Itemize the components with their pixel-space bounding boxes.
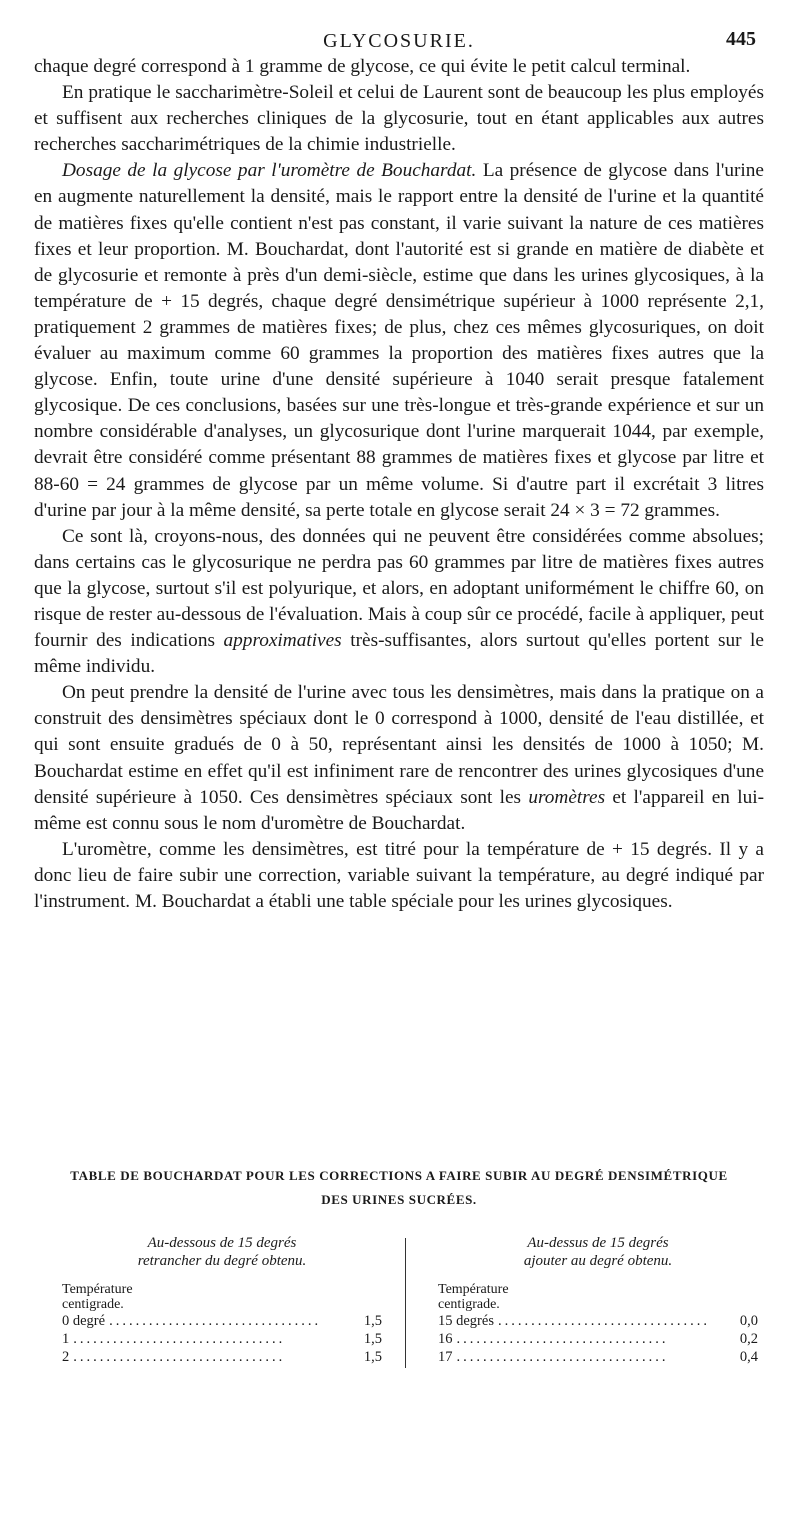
table-row: 15 degrés ................................ 0,0 [438,1313,758,1329]
correction-table [34,1164,764,1364]
table-row: 2 ................................ 1,5 [62,1349,382,1365]
column-header: Au-dessus de 15 degrés ajouter au degré obtenu. [523,1235,673,1269]
table-row: 17 ................................ 0,4 [438,1349,758,1365]
table-row: 0 degré ................................ 1,5 [62,1313,382,1329]
section-lead: Dosage de la glycose par l'uromètre de Bouchardat. [62,160,477,182]
emphasis: approximatives [223,630,342,652]
page-header [34,0,764,54]
paragraph: Dosage de la glycose par l'uromètre de Bouchardat. La présence de glycose dans l'urine en augmente naturellement la densité, mais le rapport entre la densité de l'urine et la quantité de matières fixes qu'elle contient n'est pas constant, il varie suivant la nature de ces matières fixes et leur proportion. M. Bouchardat, dont l'autorité est si grande en matière de diabète et de glycosurie et remonte à près d'un demi-siècle, estime que dans les urines glycosiques, à la température de + 15 degrés, chaque degré densimétrique supérieur à 1000 représente 2,1, pratiquement 2 grammes de matières fixes; de plus, chez ces mêmes glycosuriques, on doit évaluer au maximum comme 60 grammes la proportion des matières fixes autres que la glycose. Enfin, toute urine d'une densité supérieure à 1040 serait presque fatalement glycosique. De ces conclusions, basées sur une très-longue et très-grande expérience et sur un nombre considérable d'analyses, un glycosurique dont l'urine marquerait 1044, par exemple, devrait être considéré comme présentant 88 grammes de matières fixes et glycose par litre et 88-60 = 24 grammes de glycose par un même volume. Si d'autre part il excrétait 3 litres d'urine par jour à la même densité, sa perte totale en glycose serait 24 × 3 = 72 grammes. [34,160,764,521]
paragraph: Ce sont là, croyons-nous, des données qui ne peuvent être considérées comme absolues; dans certains cas le glycosurique ne perdra pas 60 grammes par litre de matières fixes autres que la glycose, surtout s'il est polyurique, et alors, en adoptant uniformément le chiffre 60, on risque de rester au-dessous de l'évaluation. Mais à coup sûr ce procédé, facile à appliquer, peut fournir des indications approximatives très-suffisantes, alors surtout qu'elles portent sur le même individu. [34,525,764,678]
column-divider [405,1238,406,1368]
table-row: 1 ................................ 1,5 [62,1331,382,1347]
table-title: TABLE DE BOUCHARDAT POUR LES CORRECTIONS A FAIRE SUBIR AU DEGRÉ DENSIMÉTRIQUE DES URINES SUCRÉES. [70,1168,728,1207]
page-number: 445 [726,28,756,50]
table-row: 16 ................................ 0,2 [438,1331,758,1347]
temperature-label: Température centigrade. [62,1282,133,1312]
document-page [34,0,764,915]
running-title: GLYCOSURIE. [323,30,475,52]
emphasis: uromètres [528,786,606,808]
paragraph: chaque degré correspond à 1 gramme de glycose, ce qui évite le petit calcul terminal. [34,56,691,77]
table-column-above-15 [438,1234,758,1366]
paragraph: L'uromètre, comme les densimètres, est titré pour la température de + 15 degrés. Il y a donc lieu de faire subir une correction, variable suivant la température, au degré indiqué par l'instrument. M. Bouchardat a établi une table spéciale pour les urines glycosiques. [34,838,764,912]
body-text [34,54,764,915]
paragraph: On peut prendre la densité de l'urine avec tous les densimètres, mais dans la pratique on a construit des densimètres spéciaux dont le 0 correspond à 1000, densité de l'eau distillée, et qui sont ensuite gradués de 0 à 50, représentant ainsi les densités de 1000 à 1050; M. Bouchardat estime en effet qu'il est infiniment rare de rencontrer des urines glycosiques d'une densité supérieure à 1050. Ces densimètres spéciaux sont les uromètres et l'appareil en lui-même est connu sous le nom d'uromètre de Bouchardat. [34,682,764,834]
column-header: Au-dessous de 15 degrés retrancher du degré obtenu. [137,1235,307,1269]
table-column-below-15 [62,1234,382,1366]
temperature-label: Température centigrade. [438,1282,509,1312]
paragraph: En pratique le saccharimètre-Soleil et celui de Laurent sont de beaucoup les plus employés et suffisent aux recherches cliniques de la glycosurie, tout en étant applicables aux autres recherches saccharimétriques de la chimie industrielle. [34,82,764,156]
table-columns [34,1234,764,1364]
